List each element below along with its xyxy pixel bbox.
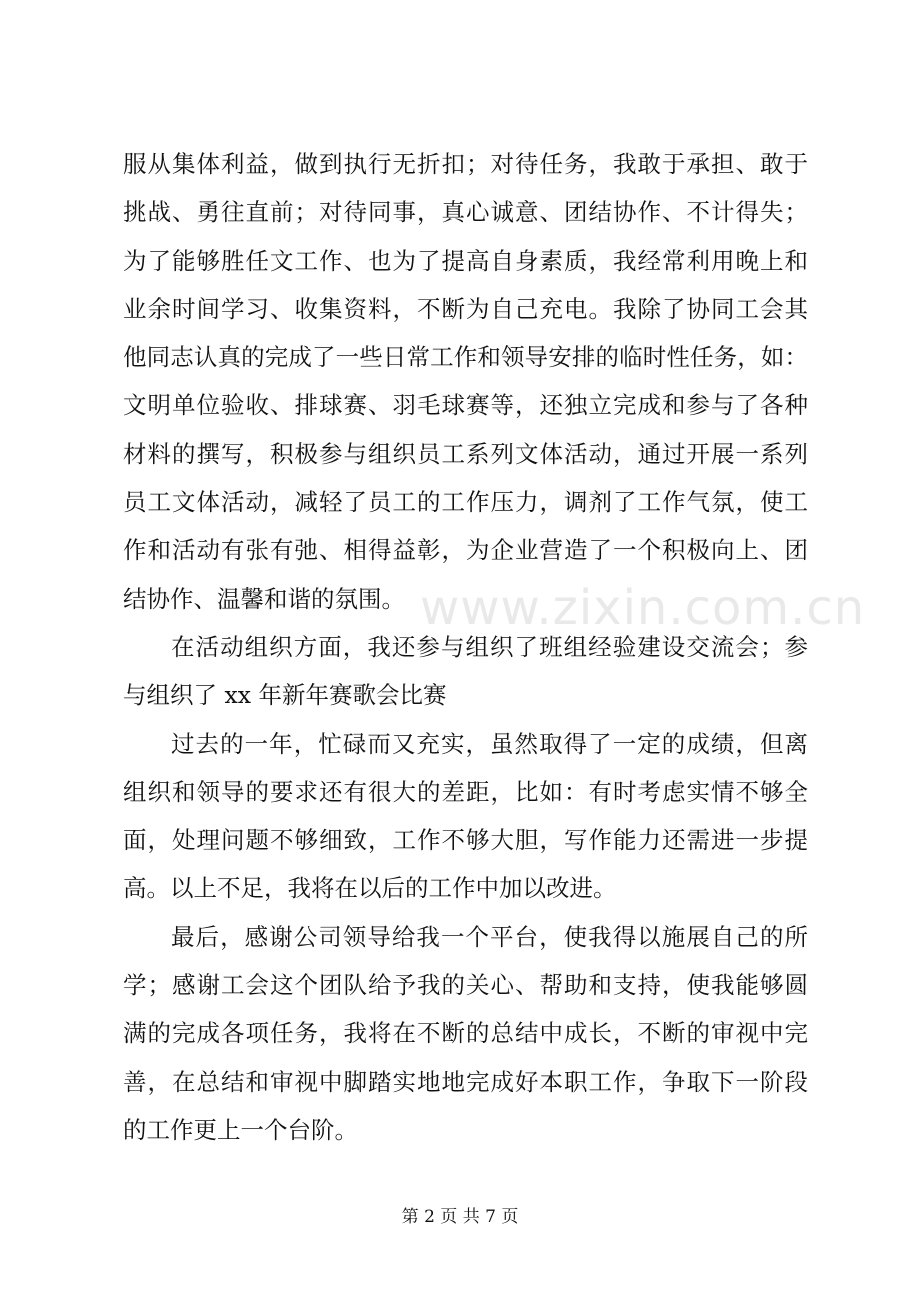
text-line: 员工文体活动，减轻了员工的工作压力，调剂了工作气氛，使工 [123,488,808,517]
text-line: 文明单位验收、排球赛、羽毛球赛等，还独立完成和参与了各种 [123,391,808,420]
text-line: 结协作、温馨和谐的氛围。 [123,584,405,613]
text-line: 作和活动有张有弛、相得益彰，为企业营造了一个积极向上、团 [123,536,808,565]
text-line: 组织和领导的要求还有很大的差距，比如：有时考虑实情不够全 [123,777,808,806]
watermark: www.zixin.com.cn [420,580,866,636]
text-line: 与组织了 xx 年新年赛歌会比赛 [123,681,447,710]
document-body [123,140,808,1154]
text-line: 业余时间学习、收集资料，不断为自己充电。我除了协同工会其 [123,294,808,323]
page-footer: 第 2 页 共 7 页 [401,1207,519,1227]
text-line: 挑战、勇往直前；对待同事，真心诚意、团结协作、不计得失； [123,198,808,227]
text-line: 在活动组织方面，我还参与组织了班组经验建设交流会；参 [171,632,808,661]
text-line: 面，处理问题不够细致，工作不够大胆，写作能力还需进一步提 [123,826,808,855]
text-line: 最后，感谢公司领导给我一个平台，使我得以施展自己的所 [171,922,808,951]
text-line: 为了能够胜任文工作、也为了提高自身素质，我经常利用晚上和 [123,246,808,275]
text-line: 高。以上不足，我将在以后的工作中加以改进。 [123,874,617,903]
text-line: 过去的一年，忙碌而又充实，虽然取得了一定的成绩，但离 [171,729,808,758]
text-line: 材料的撰写，积极参与组织员工系列文体活动，通过开展一系列 [123,439,808,468]
text-line: 善，在总结和审视中脚踏实地地完成好本职工作，争取下一阶段 [123,1067,808,1096]
text-line: 服从集体利益，做到执行无折扣；对待任务，我敢于承担、敢于 [123,150,808,178]
text-line: 满的完成各项任务，我将在不断的总结中成长，不断的审视中完 [123,1019,808,1048]
text-line: 学；感谢工会这个团队给予我的关心、帮助和支持，使我能够圆 [123,971,808,1000]
text-line: 的工作更上一个台阶。 [123,1115,358,1144]
text-line: 他同志认真的完成了一些日常工作和领导安排的临时性任务，如： [123,343,808,372]
